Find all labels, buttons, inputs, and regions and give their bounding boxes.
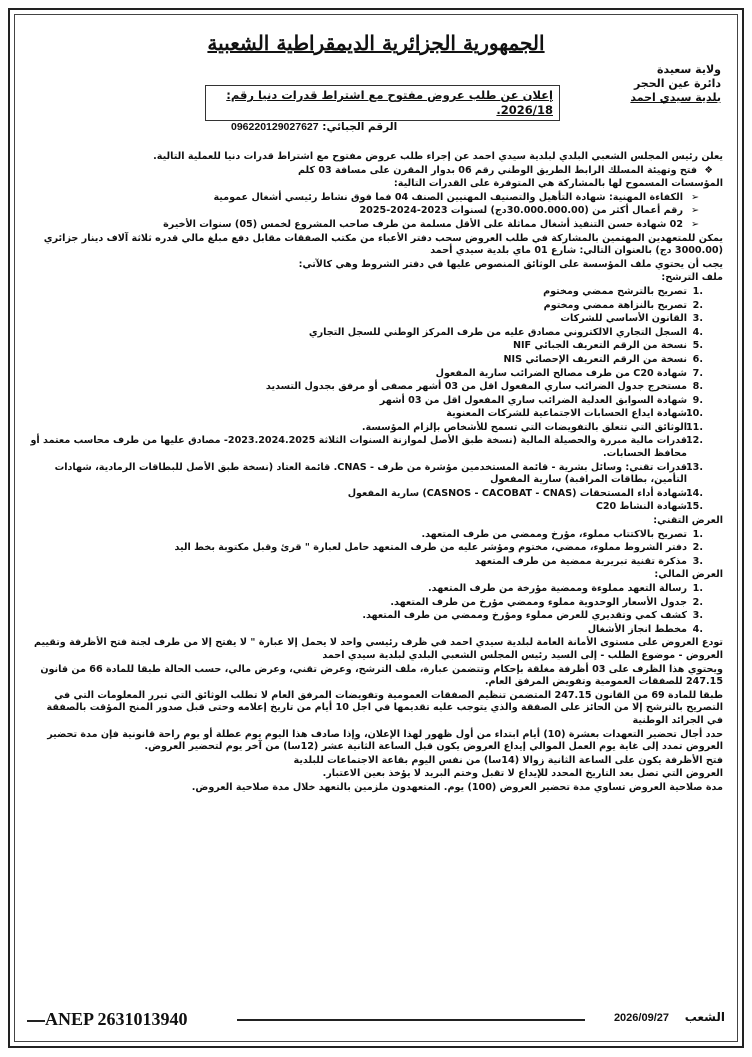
- chevron-bullet-icon: ➢: [690, 205, 699, 217]
- withdraw-paragraph: يمكن للمتعهدين المهتمين بالمشاركة في طلب العروض سحب دفتر الأعباء من مكتب الصفقات مقابل دفع مبلغ مالي قدره ثلاثة آلاف دينار جزائري (3000.00 دج) بالعنوان التالي: شارع 01 ماي بلدية سيدي أحمد: [43, 232, 723, 257]
- fiscal-label: الرقم الجبائي:: [322, 121, 398, 133]
- list-item: .6 نسخة من الرقم التعريف الإحصائي NIS: [503, 353, 703, 365]
- closing-paragraph: فتح الأظرفة يكون على الساعة الثانية زوالا (14سا) من نفس اليوم بقاعة الاجتماعات للبلدية: [293, 754, 723, 766]
- list-item: .2 جدول الأسعار الوحدوية مملوء وممضي مؤرخ من طرف المتعهد.: [390, 596, 703, 608]
- criteria-item: ➢ الكفاءة المهنية: شهادة التأهيل والتصنيف المهنيين الصنف 04 فما فوق نشاط رئيسي أشغال عمومية: [213, 191, 699, 203]
- fiscal-number-line: [231, 121, 397, 133]
- closing-paragraph: مدة صلاحية العروض تساوي مدة تحضير العروض (100) يوم. المتعهدون ملزمين بالتعهد خلال مدة صلاحية العروض.: [191, 781, 723, 793]
- list-item: .3 مذكرة تقنية تبريرية ممضية من طرف المتعهد: [474, 555, 703, 567]
- list-item: .11 الوثائق التي تتعلق بالتفويضات التي تسمح للأشخاص بإلزام المؤسسة.: [361, 421, 703, 433]
- list-item: .5 نسخة من الرقم التعريف الجبائي NIF: [512, 340, 703, 352]
- list-item: .14 شهادة أداء المستحقات (CASNOS - CACOBAT - CNAS) سارية المفعول: [347, 487, 703, 499]
- list-item: .2 دفتر الشروط مملوء، ممضي، مختوم ومؤشر عليه من طرف المتعهد حامل لعبارة " قرئ وقبل مكتوبة بخط اليد: [174, 542, 703, 554]
- list-item: .3 كشف كمي وتقديري للعرض مملوء ومؤرخ وممضي من طرف المتعهد.: [362, 610, 703, 622]
- star-bullet-icon: ❖: [704, 164, 713, 176]
- chevron-bullet-icon: ➢: [690, 191, 699, 203]
- closing-paragraph: ويحتوي هذا الظرف على 03 أظرفة مغلقة بإحكام وتتضمن عبارة، ملف الترشح، وعرض تقني، وعرض مالي، حسب الحالة طبقا للمادة 66 من قانون 247.15 للصفقات العمومية وتفويض المرفق العام.: [40, 663, 723, 688]
- list-item: .3 القانون الأساسي للشركات: [560, 313, 703, 325]
- financial-list: [29, 583, 723, 636]
- intro-paragraph: يعلن رئيس المجلس الشعبي البلدي لبلدية سيدي احمد عن إجراء طلب عروض مفتوح مع اشتراط قدرات دنيا للعملية التالية.: [153, 151, 723, 162]
- closing-paragraph: حدد أجال تحضير التعهدات بعشرة (10) أيام ابتداء من أول ظهور لهذا الإعلان، وإذا صادف هذا اليوم يوم عطلة أو يوم راحة قانونية فإن مدة تحضير العروض تمدد إلى غاية يوم العمل الموالي إيداع العروض يكون قبل الساعة الثانية عشر (12سا) من آخر يوم لتحضير العروض.: [47, 728, 723, 753]
- must-contain-line: يجب أن يحتوي ملف المؤسسة على الوثائق المنصوص عليها في دفتر الشروط وهي كالآتي:: [298, 258, 723, 270]
- list-item: .1 رسالة التعهد مملوءة وممضية مؤرخة من طرف المتعهد.: [428, 583, 703, 594]
- closing-paragraph: تودع العروض على مستوى الأمانة العامة لبلدية سيدي احمد في ظرف رئيسي واحد لا يحمل إلا عبارة " لا يفتح إلا من طرف لجنة فتح الأظرفة وتقييم العروض - موضوع الطلب - إلى السيد رئيس المجلس الشعبي البلدي لبلدية سيدي احمد: [33, 637, 723, 661]
- list-item: .12 قدرات مالية مبررة والحصيلة المالية (نسخة طبق الأصل لموازنة السنوات الثلاثة 2023.2024.2025- مصادق عليها من طرف محاسب معتمد أو محافظ الحسابات.: [30, 435, 703, 460]
- fiscal-number: 096220129027627: [231, 121, 319, 133]
- list-item: .4 مخطط انجاز الأشغال: [587, 623, 703, 635]
- issuer-block: [571, 63, 721, 105]
- footer-rule: [237, 1019, 585, 1021]
- newspaper-name: الشعب: [684, 1010, 725, 1024]
- list-item: .13 قدرات تقني: وسائل بشرية - قائمة المستخدمين مؤشرة من طرف - CNAS. قائمة العتاد (نسخة طبق الأصل للبطاقات الرمادية، شهادات التأمين، بطاقات المراقبة) سارية المفعول: [54, 461, 703, 486]
- page-border: [14, 14, 738, 1042]
- chevron-bullet-icon: ➢: [690, 218, 699, 230]
- announcement-page: [8, 8, 744, 1048]
- issuer-commune: بلدية سيدي احمد: [630, 91, 721, 104]
- announcement-body: [29, 151, 723, 796]
- footer: [27, 1009, 725, 1029]
- allowed-header: المؤسسات المسموح لها بالمشاركة هي المتوفرة على القدرات التالية:: [393, 178, 723, 190]
- announcement-box: [205, 85, 560, 121]
- operation-line: ❖ فتح وتهيئة المسلك الرابط الطريق الوطني رقم 06 بدوار المقرن على مسافة 03 كلم: [297, 164, 713, 176]
- list-item: .15 شهادة النشاط C20: [595, 501, 703, 513]
- footer-rule-left: [27, 1020, 45, 1022]
- list-item: .8 مستخرج جدول الضرائب ساري المفعول اقل من 03 أشهر مصفى أو مرفق بجدول التسديد: [265, 381, 703, 393]
- list-item: .9 شهادة السوابق العدلية الضرائب ساري المفعول اقل من 03 أشهر: [379, 394, 703, 406]
- publication-date: 2026/09/27: [613, 1012, 669, 1024]
- list-item: .1 تصريح بالترشح ممضي ومختوم: [543, 285, 703, 297]
- closing-paragraph: طبقا للمادة 69 من القانون 247.15 المتضمن تنظيم الصفقات العمومية وتفويضات المرفق العام لا تطلب الوثائق التي تبرر المعلومات التي في التصريح بالترشح إلا من الحائز على الصفقة والذي يتوجب عليه تقديمها في اجل 10 أيام من تاريخ إعلامه وحتى قبل صدور المنح المؤقت بالصفقة في الجرائد الوطنية: [46, 689, 723, 726]
- anep-reference: ANEP 2631013940: [27, 1009, 188, 1030]
- issuer-wilaya: ولاية سعيدة: [656, 63, 721, 76]
- list-item: .7 شهادة C20 من طرف مصالح الضرائب سارية المفعول: [435, 367, 703, 379]
- issuer-daira: دائرة عين الحجر: [633, 77, 721, 90]
- technical-list: [29, 529, 723, 569]
- financial-header: العرض المالي:: [654, 569, 723, 581]
- candidacy-header: ملف الترشح:: [661, 272, 723, 284]
- criteria-item: ➢ 02 شهادة حسن التنفيذ أشغال مماثلة على الأقل مسلمة من طرف صاحب المشروع لخمس (05) سنوات الأخيرة: [163, 218, 699, 230]
- list-item: .1 تصريح بالاكتتاب مملوء، مؤرخ وممضي من طرف المتعهد.: [421, 528, 703, 540]
- announcement-title: إعلان عن طلب عروض مفتوح مع اشتراط قدرات دنيا رقم: 2026/18.: [226, 88, 553, 117]
- closing-paragraph: العروض التي تصل بعد التاريخ المحدد للإيداع لا تقبل وختم البريد لا يؤخذ بعين الاعتبار.: [322, 768, 723, 780]
- candidacy-list: [29, 286, 723, 514]
- list-item: .2 تصريح بالنزاهة ممضي ومختوم: [543, 299, 703, 311]
- technical-header: العرض التقني:: [653, 515, 723, 527]
- republic-title: الجمهورية الجزائرية الديمقراطية الشعبية: [207, 31, 545, 55]
- list-item: .10 شهادة ايداع الحسابات الاجتماعية للشركات المعنوية: [446, 408, 703, 420]
- criteria-item: ➢ رقم أعمال أكثر من (30.000.000.00دج) لسنوات 2023-2024-2025: [359, 205, 699, 217]
- list-item: .4 السجل التجاري الالكتروني مصادق عليه من طرف المركز الوطني للسجل التجاري: [308, 326, 703, 338]
